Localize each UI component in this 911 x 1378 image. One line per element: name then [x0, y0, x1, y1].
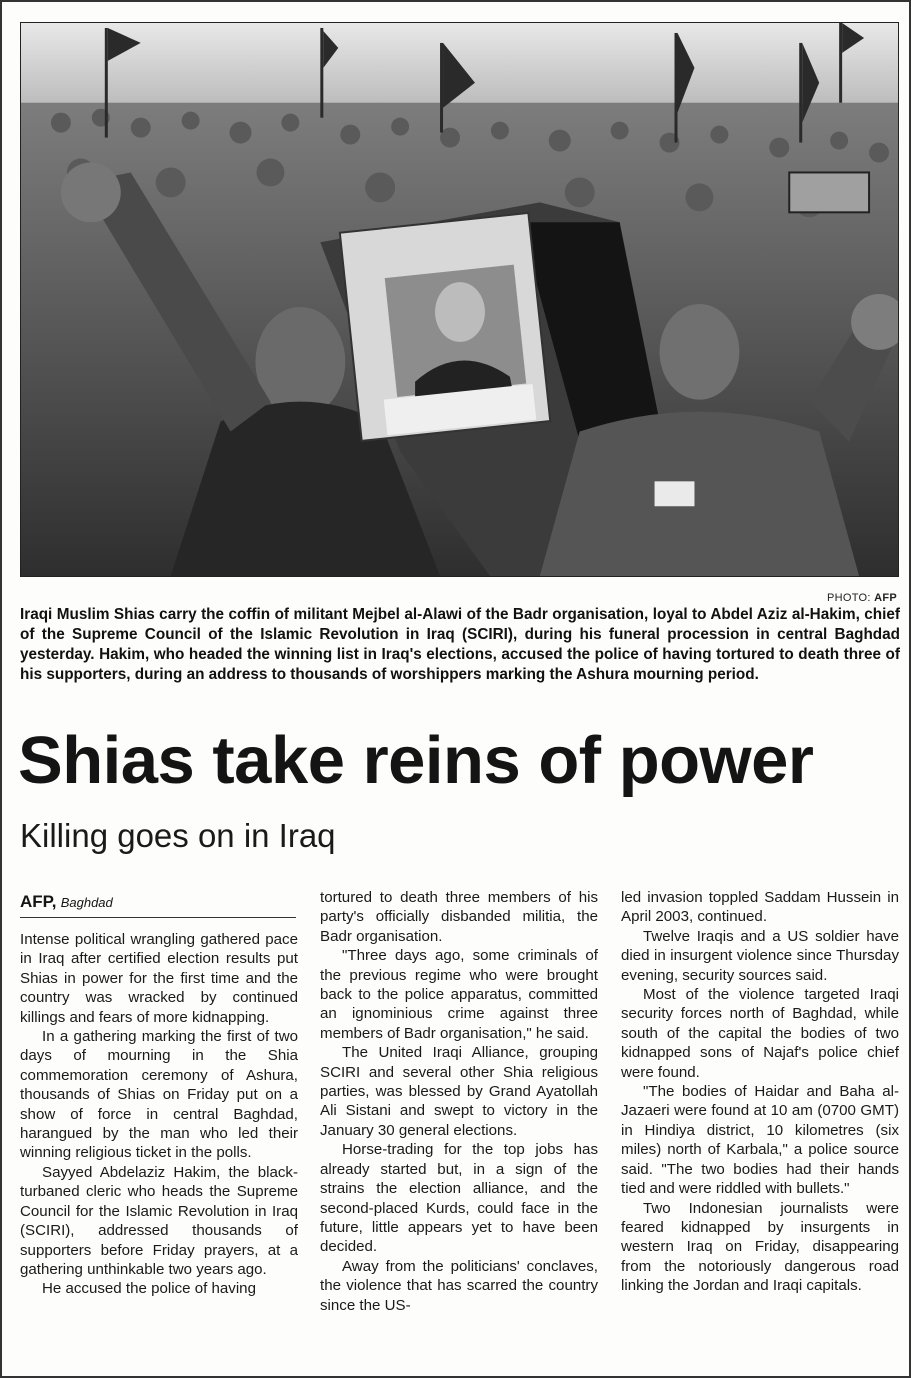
paragraph: Intense political wrangling gathered pace in Iraq after certified election results put Shias in power for the first time and the country was wracked by continued killings and fears of more kidnapping.	[20, 931, 298, 1026]
paragraph: "The bodies of Haidar and Baha al-Jazaeri were found at 10 am (0700 GMT) in Hindiya district, 10 kilometres (six miles) north of Karbala," a police source said. "The two bodies had their hands tied and were riddled with bullets."	[621, 1083, 899, 1198]
paragraph: led invasion toppled Saddam Hussein in April 2003, continued.	[621, 889, 899, 926]
news-photo	[20, 22, 899, 577]
photo-credit-prefix: PHOTO:	[826, 592, 871, 604]
paragraph: The United Iraqi Alliance, grouping SCIRI and several other Shia religious parties, was blessed by Grand Ayatollah Ali Sistani and swept to victory in the January 30 general elections.	[320, 1044, 598, 1139]
paragraph: "Three days ago, some criminals of the previous regime who were brought back to the police apparatus, committed an ignominious crime against three members of Badr organisation," he said.	[320, 947, 598, 1042]
byline	[20, 892, 296, 918]
article-column-3	[621, 888, 899, 1296]
paragraph: Two Indonesian journalists were feared kidnapped by insurgents in western Iraq on Friday, disappearing from the notoriously dangerous road linking the Jordan and Iraqi capitals.	[621, 1199, 899, 1295]
photo-caption: Iraqi Muslim Shias carry the coffin of militant Mejbel al-Alawi of the Badr organisation, loyal to Abdel Aziz al-Hakim, chief of the Supreme Council of the Islamic Revolution in Iraq (SCIRI), during his funeral procession in central Baghdad yesterday. Hakim, who headed the winning list in Iraq's elections, accused the police of having tortured to death three of his supporters, during an address to thousands of worshippers marking the Ashura mourning period.	[20, 606, 900, 683]
photo-credit	[827, 592, 897, 604]
headline: Shias take reins of power	[18, 723, 814, 798]
paragraph: Most of the violence targeted Iraqi security forces north of Baghdad, while south of the capital the bodies of two kidnapped sons of Najaf's police chief were found.	[621, 986, 899, 1081]
byline-location: Baghdad	[60, 895, 113, 910]
paragraph: In a gathering marking the first of two days of mourning in the Shia commemoration ceremony of Ashura, thousands of Shias on Friday put on a show of force in central Baghdad, harangued by the man who led their winning religious ticket in the polls.	[20, 1028, 298, 1162]
paragraph: Away from the politicians' conclaves, the violence that has scarred the country since the US-	[320, 1257, 598, 1314]
subheadline: Killing goes on in Iraq	[20, 817, 336, 854]
article-column-2	[320, 888, 598, 1315]
article-column-1	[20, 930, 298, 1299]
martyr-poster	[340, 213, 550, 441]
paragraph: tortured to death three members of his party's officially disbanded militia, the Badr organisation.	[320, 889, 598, 945]
paragraph: He accused the police of having	[42, 1280, 256, 1298]
byline-source: AFP,	[20, 892, 57, 911]
paragraph: Horse-trading for the top jobs has already started but, in a sign of the strains the election alliance, and the second-placed Kurds, could face in the future, little appears yet to have been decided.	[320, 1141, 598, 1256]
crowd-photo-illustration	[21, 23, 898, 576]
photo-credit-source: AFP	[874, 592, 897, 604]
paragraph: Twelve Iraqis and a US soldier have died in insurgent violence since Thursday evening, security sources said.	[621, 927, 899, 984]
paragraph: Sayyed Abdelaziz Hakim, the black-turbaned cleric who heads the Supreme Council for the Islamic Revolution in Iraq (SCIRI), addressed thousands of supporters before Friday prayers, at a gathering unthinkable two years ago.	[20, 1163, 298, 1278]
